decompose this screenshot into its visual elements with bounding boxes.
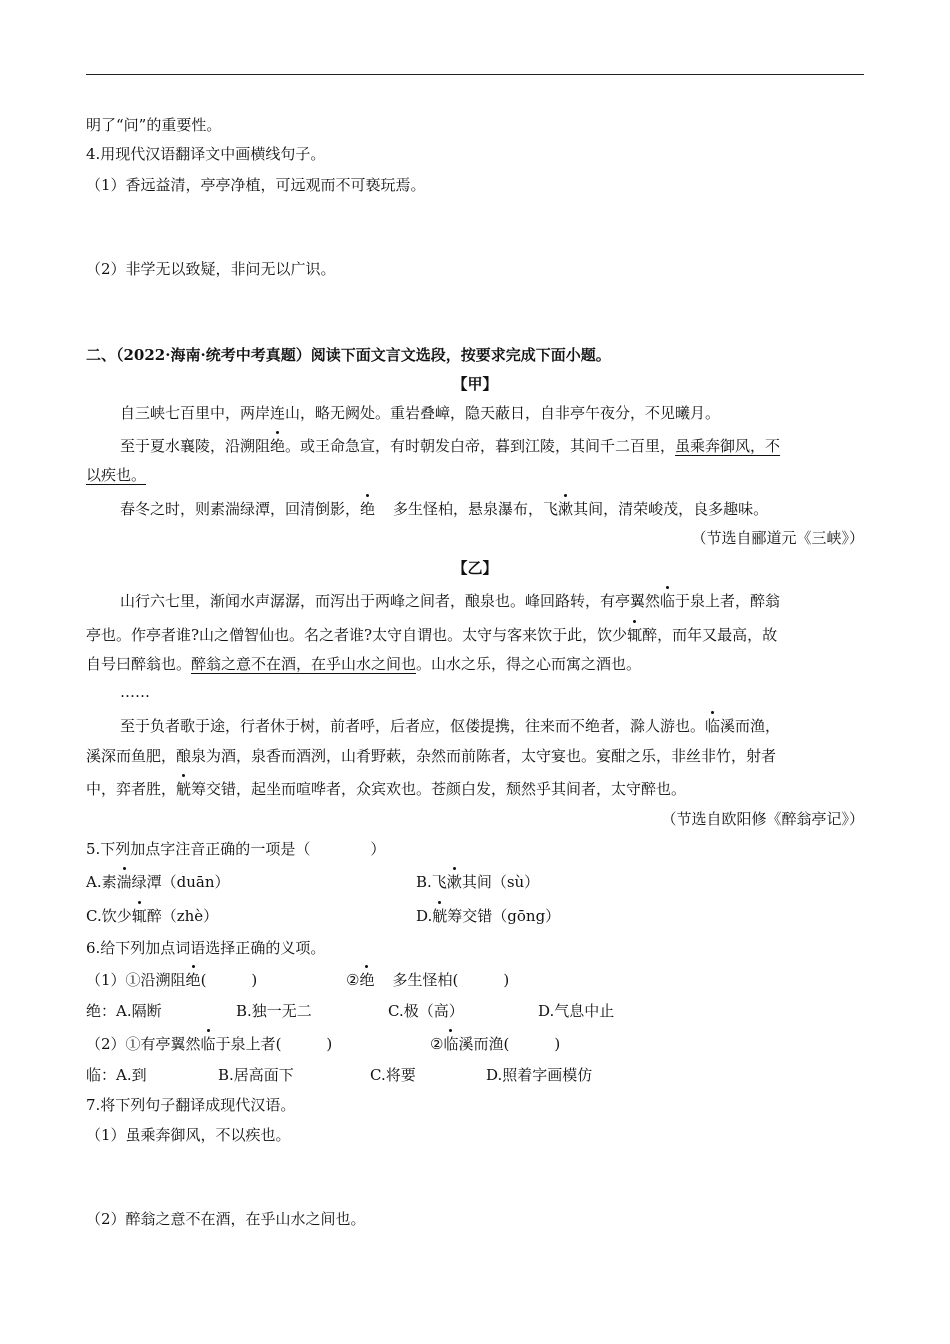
dotted-char: 漱 <box>558 500 574 518</box>
passage-jia-title: 【甲】 <box>452 375 498 393</box>
question-5-options-row-2 <box>86 905 864 927</box>
jia-paragraph-1: 自三峡七百里中，两岸连山，略无阙处。重岩叠嶂，隐天蔽日，自非亭午夜分，不见曦月。 <box>120 404 721 422</box>
option-a: A.素湍绿潭（duān） <box>86 873 230 891</box>
yi-paragraph-2: 至于负者歌于途，行者休于树，前者呼，后者应，伛偻提携，往来而不绝者，滁人游也。临溪而渔， <box>120 717 781 735</box>
dotted-char: 辄 <box>627 626 643 644</box>
jia-paragraph-2: 至于夏水襄陵，沿溯阻绝。或王命急宣，有时朝发白帝，暮到江陵，其间千二百里，虽乘奔御风，不 <box>120 437 781 455</box>
section-2-heading: 二、（2022·海南·统考中考真题）阅读下面文言文选段，按要求完成下面小题。 <box>86 346 611 364</box>
question-6-item-2: （2）①有亭翼然临于泉上者( ) ②临溪而渔( ) <box>86 1035 561 1053</box>
question-7-item-2: （2）醉翁之意不在酒，在乎山水之间也。 <box>86 1210 366 1228</box>
underlined-sentence: 醉翁之意不在酒，在乎山水之间也 <box>191 655 417 673</box>
jia-paragraph-2-cont: 以疾也。 <box>86 466 147 484</box>
question-6-stem: 6.给下列加点词语选择正确的义项。 <box>86 939 326 957</box>
header-rule <box>86 74 864 75</box>
dotted-char: 绝 <box>360 500 376 518</box>
option-d: D.觥筹交错（gōng） <box>416 907 561 925</box>
jia-paragraph-3: 春冬之时，则素湍绿潭，回清倒影，绝 多生怪柏，悬泉瀑布，飞漱其间，清荣峻茂，良多趣味。 <box>120 500 769 518</box>
question-5-stem: 5.下列加点字注音正确的一项是（ ） <box>86 840 386 858</box>
yi-paragraph-1: 山行六七里，渐闻水声潺潺，而泻出于两峰之间者，酿泉也。峰回路转，有亭翼然临于泉上者，醉翁 <box>120 592 781 610</box>
question-5-options-row-1 <box>86 871 864 893</box>
yi-paragraph-2-line-2: 溪深而鱼肥，酿泉为酒，泉香而酒洌，山肴野蔌，杂然而前陈者，太守宴也。宴酣之乐，非丝非竹，射者 <box>86 747 777 765</box>
dotted-char: 绝 <box>270 437 286 455</box>
jia-source: （节选自郦道元《三峡》） <box>691 529 864 547</box>
yi-ellipsis: …… <box>120 683 150 701</box>
lin-meanings: 临：A.到 B.居高面下 C.将要 D.照着字画模仿 <box>86 1066 593 1084</box>
jue-meanings: 绝：A.隔断 B.独一无二 C.极（高） D.气息中止 <box>86 1002 615 1020</box>
option-b: B.飞漱其间（sù） <box>416 873 540 891</box>
dotted-char: 临 <box>705 717 721 735</box>
question-7-stem: 7.将下列句子翻译成现代汉语。 <box>86 1096 296 1114</box>
underlined-sentence: 虽乘奔御风，不 <box>675 437 781 455</box>
prev-continuation: 明了“问”的重要性。 <box>86 116 222 134</box>
option-c: C.饮少辄醉（zhè） <box>86 907 219 925</box>
yi-paragraph-1-line-2: 亭也。作亭者谁?山之僧智仙也。名之者谁?太守自谓也。太守与客来饮于此，饮少辄醉，而年又最高，故 <box>86 626 778 644</box>
question-7-item-1: （1）虽乘奔御风，不以疾也。 <box>86 1126 291 1144</box>
yi-paragraph-2-line-3: 中，弈者胜，觥筹交错，起坐而喧哗者，众宾欢也。苍颜白发，颓然乎其间者，太守醉也。 <box>86 780 687 798</box>
yi-paragraph-1-line-3: 自号曰醉翁也。醉翁之意不在酒，在乎山水之间也。山水之乐，得之心而寓之酒也。 <box>86 655 642 673</box>
question-6-item-1: （1）①沿溯阻绝( ) ②绝 多生怪柏( ) <box>86 971 510 989</box>
dotted-char: 临 <box>660 592 676 610</box>
yi-source: （节选自欧阳修《醉翁亭记》） <box>661 810 864 828</box>
passage-yi-title: 【乙】 <box>452 559 498 577</box>
dotted-char: 觥 <box>176 780 192 798</box>
question-4-item-1: （1）香远益清，亭亭净植，可远观而不可亵玩焉。 <box>86 176 426 194</box>
question-4-stem: 4.用现代汉语翻译文中画横线句子。 <box>86 145 326 163</box>
question-4-item-2: （2）非学无以致疑，非问无以广识。 <box>86 260 336 278</box>
